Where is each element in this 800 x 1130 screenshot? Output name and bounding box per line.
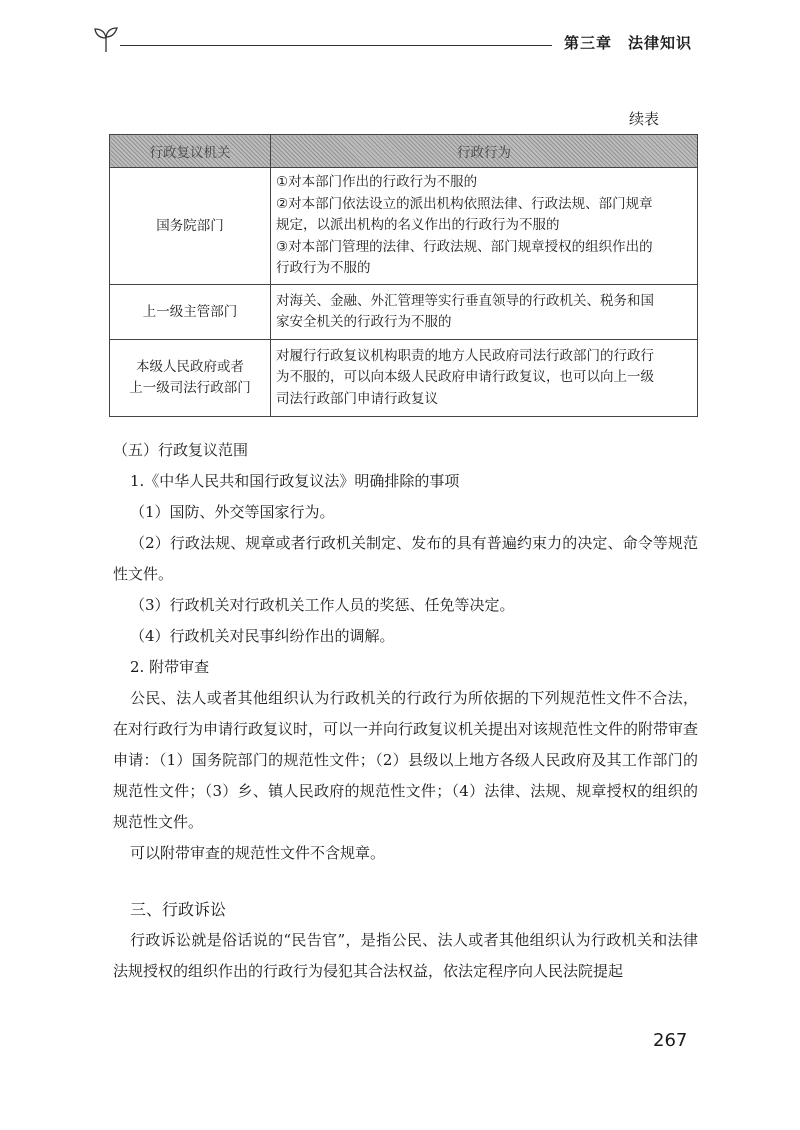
authority-text: 国务院部门 [156,217,224,234]
table-row [110,340,698,417]
behavior-line: 为不服的，可以向本级人民政府申请行政复议，也可以向上一级 [276,369,654,386]
authority-cell [110,285,271,340]
sprout-icon [92,26,122,54]
body-text [113,435,698,987]
paragraph: 可以附带审查的规范性文件不含规章。 [130,844,386,862]
header-rule [120,45,552,46]
review-authority-table [109,134,698,417]
list-item: （2）行政法规、规章或者行政机关制定、发布的具有普遍约束力的决定、命令等规范性文件。 [113,534,698,583]
behavior-line: 司法行政部门申请行政复议 [276,390,438,407]
list-item: （1）国防、外交等国家行为。 [130,503,335,521]
authority-text: 上一级主管部门 [142,303,238,320]
section-heading: （五）行政复议范围 [113,441,249,459]
behavior-line: ③对本部门管理的法律、行政法规、部门规章授权的组织作出的 [276,238,653,255]
running-header [92,26,700,56]
authority-text: 上一级司法行政部门 [129,380,251,396]
behavior-line: 规定，以派出机构的名义作出的行政行为不服的 [276,217,560,234]
continued-table-label: 续表 [629,110,660,128]
spacer [113,869,698,894]
subsection-heading: 1.《中华人民共和国行政复议法》明确排除的事项 [130,472,460,490]
subsection-heading: 2. 附带审查 [130,658,210,676]
behavior-cell [271,168,698,285]
page-number: 267 [653,1030,688,1051]
behavior-line: 家安全机关的行政行为不服的 [276,314,452,330]
column-header: 行政行为 [271,135,698,168]
list-item: （3）行政机关对行政机关工作人员的奖惩、任免等决定。 [130,596,515,614]
authority-text: 本级人民政府或者 [136,359,244,375]
chapter-title: 第三章 法律知识 [563,34,692,52]
paragraph: 行政诉讼就是俗话说的“民告官”，是指公民、法人或者其他组织认为行政机关和法律法规授权的组织作出的行政行为侵犯其合法权益，依法定程序向人民法院提起 [113,931,698,980]
section-heading: 三、行政诉讼 [130,900,227,919]
list-item: （4）行政机关对民事纠纷作出的调解。 [130,627,395,645]
behavior-line: ①对本部门作出的行政行为不服的 [276,174,478,191]
behavior-line: 对海关、金融、外汇管理等实行垂直领导的行政机关、税务和国 [276,292,654,309]
table-row [110,168,698,285]
behavior-line: 行政行为不服的 [276,260,371,277]
authority-cell [110,168,271,285]
paragraph: 公民、法人或者其他组织认为行政机关的行政行为所依据的下列规范性文件不合法，在对行政行为申请行政复议时，可以一并向行政复议机关提出对该规范性文件的附带审查申请：（1）国务院部门的规范性文件；（2）县级以上地方各级人民政府及其工作部门的规范性文件；（3）乡、镇人民政府的规范性文件；（4）法律、法规、规章授权的组织的规范性文件。 [113,689,699,831]
column-header: 行政复议机关 [110,135,271,168]
behavior-cell [271,340,698,417]
behavior-cell [271,285,698,340]
behavior-line: 对履行行政复议机构职责的地方人民政府司法行政部门的行政行 [276,347,654,364]
table-header-row [110,135,698,168]
behavior-line: ②对本部门依法设立的派出机构依照法律、行政法规、部门规章 [276,195,653,212]
authority-cell [110,340,271,417]
table-row [110,285,698,340]
